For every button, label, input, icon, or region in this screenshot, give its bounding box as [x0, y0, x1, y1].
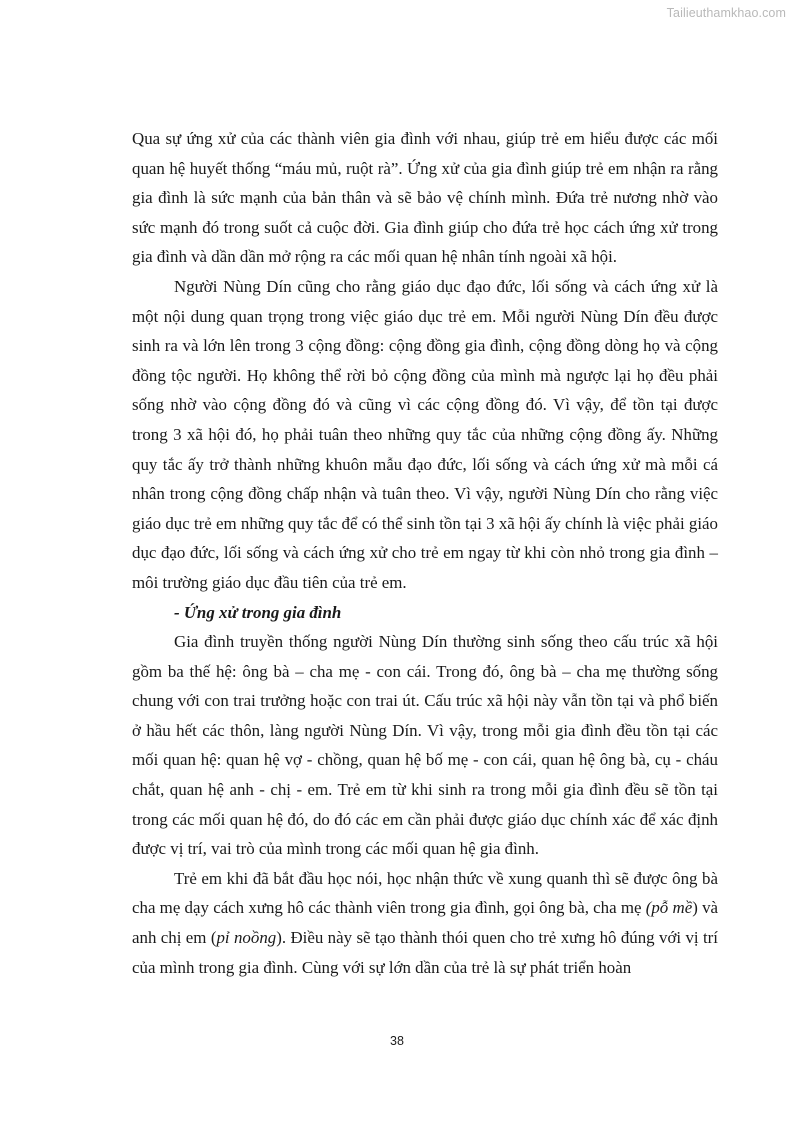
page-number: 38 [390, 1034, 404, 1048]
paragraph-text: ). Điều này sẽ tạo thành thói quen cho trẻ xưng hô đúng với vị trí của mình trong gia đình. Cùng với sự lớn dần của trẻ là sự phát triển hoàn [132, 928, 719, 977]
paragraph: Qua sự ứng xử của các thành viên gia đình với nhau, giúp trẻ em hiểu được các mối quan hệ huyết thống “máu mủ, ruột rà”. Ứng xử của gia đình giúp trẻ em nhận ra rằng gia đình là sức mạnh của bản thân và sẽ bảo vệ chính mình. Đứa trẻ nương nhờ vào sức mạnh đó trong suốt cả cuộc đời. Gia đình giúp cho đứa trẻ học cách ứng xử trong gia đình và dần dần mở rộng ra các mối quan hệ nhân tính ngoài xã hội. [132, 129, 718, 267]
term-italic: pỉ noồng [216, 928, 277, 948]
paragraph: Người Nùng Dín cũng cho rằng giáo dục đạo đức, lối sống và cách ứng xử là một nội dung quan trọng trong việc giáo dục trẻ em. Mỗi người Nùng Dín đều được sinh ra và lớn lên trong 3 cộng đồng: cộng đồng gia đình, cộng đồng dòng họ và cộng đồng tộc người. Họ không thể rời bỏ cộng đồng của mình mà ngược lại họ đều phải sống nhờ vào cộng đồng đó và cũng vì các cộng đồng đó. Vì vậy, để tồn tại được trong 3 xã hội đó, họ phải tuân theo những quy tắc của những cộng đồng ấy. Những quy tắc ấy trở thành những khuôn mẫu đạo đức, lối sống và cách ứng xử mà mỗi cá nhân trong cộng đồng chấp nhận và tuân theo. Vì vậy, người Nùng Dín cho rằng việc giáo dục trẻ em những quy tắc để có thể sinh tồn tại 3 xã hội ấy chính là việc phải giáo dục đạo đức, lối sống và cách ứng xử cho trẻ em ngay từ khi còn nhỏ trong gia đình – môi trường giáo dục đầu tiên của trẻ em. [132, 276, 718, 592]
watermark: Tailieuthamkhao.com [666, 6, 786, 20]
paragraph: Gia đình truyền thống người Nùng Dín thường sinh sống theo cấu trúc xã hội gồm ba thế hệ: ông bà – cha mẹ - con cái. Trong đó, ông bà – cha mẹ thường sống chung với con trai trưởng hoặc con trai út. Cấu trúc xã hội này vẫn tồn tại và phổ biến ở hầu hết các thôn, làng người Nùng Dín. Vì vậy, trong mỗi gia đình đều tồn tại các mối quan hệ: quan hệ vợ - chồng, quan hệ bố mẹ - con cái, quan hệ ông bà, cụ - cháu chắt, quan hệ anh - chị - em. Trẻ em từ khi sinh ra trong mỗi gia đình đều sẽ tồn tại trong các mối quan hệ đó, do đó các em cần phải được giáo dục chính xác để xác định được vị trí, vai trò của mình trong các mối quan hệ gia đình. [132, 632, 718, 859]
paragraph [132, 864, 718, 982]
term-italic: (pỗ mề [645, 898, 693, 918]
paragraph-text: Trẻ em khi đã bắt đầu học nói, học nhận thức về xung quanh thì sẽ được ông bà cha mẹ dạy cách xưng hô các thành viên trong gia đình, gọi ông bà, cha mẹ [132, 868, 718, 918]
section-heading: - Ứng xử trong gia đình [174, 602, 342, 622]
page-body [132, 124, 718, 982]
paragraph-text: ) và anh chị em ( [132, 898, 719, 948]
